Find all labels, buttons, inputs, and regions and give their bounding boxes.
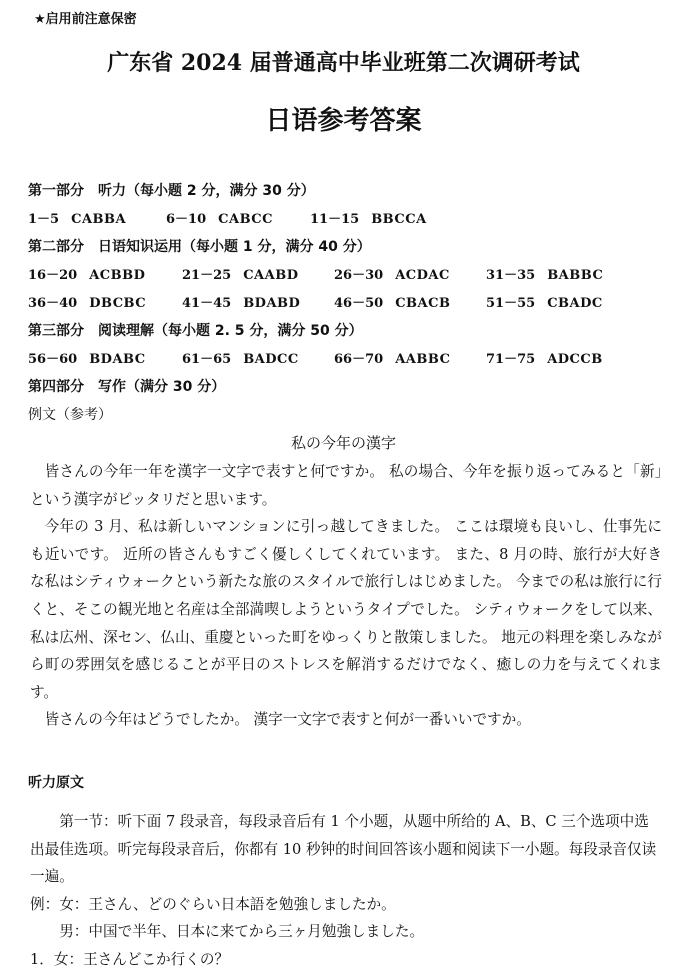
part2-heading: 第二部分 日语知识运用（每小题 1 分，满分 40 分） [28, 239, 371, 255]
sample-label: 例文（参考） [28, 407, 112, 423]
question-1-line: 1．女：王さんどこか行くの？ [30, 950, 230, 968]
answer-letters: BADCC [243, 352, 299, 367]
answer-letters: CABBA [71, 212, 127, 227]
answer-group [28, 292, 146, 311]
answer-range: 1－5 [28, 212, 60, 227]
essay-paragraph: 皆さんの今年はどうでしたか。 漢字一文字で表すと何が一番いいですか。 [44, 711, 531, 729]
exam-title: 广东省 2024 届普通高中毕业班第二次调研考试 [107, 50, 580, 76]
answer-letters: BABBC [547, 268, 604, 283]
answer-letters: CBADC [547, 296, 603, 311]
answer-range: 26－30 [334, 268, 384, 283]
answer-range: 11－15 [310, 212, 360, 227]
listening-transcript [30, 808, 662, 974]
answer-group [334, 292, 450, 311]
answer-group [182, 348, 299, 367]
essay-title: 私の今年の漢字 [290, 434, 396, 452]
answer-group [166, 208, 273, 227]
answer-range: 36－40 [28, 296, 78, 311]
answer-letters: AABBC [395, 352, 451, 367]
essay-body [30, 458, 662, 734]
answer-letters: ACBBD [89, 268, 146, 283]
answer-group [28, 348, 146, 367]
answer-range: 41－45 [182, 296, 232, 311]
part4-heading: 第四部分 写作（满分 30 分） [28, 379, 226, 395]
answer-group [486, 264, 603, 283]
example-female-line: 例：女：王さん、どのぐらい日本語を勉強しましたか。 [30, 895, 396, 913]
listening-heading: 听力原文 [28, 775, 84, 791]
answer-letters: ACDAC [395, 268, 450, 283]
confidential-notice: ★启用前注意保密 [34, 12, 137, 27]
part1-heading: 第一部分 听力（每小题 2 分，满分 30 分） [28, 183, 315, 199]
answer-letters: CAABD [243, 268, 299, 283]
answer-letters: BBCCA [371, 212, 427, 227]
answer-letters: BDABC [89, 352, 146, 367]
example-male-line: 男：中国で半年、日本に来てから三ヶ月勉強しました。 [59, 923, 425, 941]
answer-range: 6－10 [166, 212, 207, 227]
answer-range: 16－20 [28, 268, 78, 283]
answer-range: 66－70 [334, 352, 384, 367]
answer-letters: ADCCB [547, 352, 603, 367]
answer-group [28, 208, 126, 227]
answer-letters: BDABD [243, 296, 301, 311]
answer-letters: CABCC [218, 212, 273, 227]
answer-group [486, 292, 603, 311]
answer-group [310, 208, 427, 227]
answer-group [334, 264, 450, 283]
answer-group [28, 264, 145, 283]
subject-title: 日语参考答案 [265, 106, 422, 136]
answer-range: 21－25 [182, 268, 232, 283]
answer-group [182, 264, 298, 283]
answer-range: 56－60 [28, 352, 78, 367]
answer-letters: DBCBC [89, 296, 147, 311]
answer-letters: CBACB [395, 296, 451, 311]
answer-group [486, 348, 603, 367]
essay-paragraph: 今年の 3 月、私は新しいマンションに引っ越してきました。 ここは環境も良いし、仕事先にも近いです。 近所の皆さんもすごく優しくしてくれています。 また、8 月の時、旅行が大好きな私はシティウォークという新たな旅のスタイルで旅行しはじめました。 今までの私は旅行に行くと、そこの観光地と名産は全部満喫しようというタイプでした。 シティウォークをして以来、私は広州、深セン、仏山、重慶といった町をゆっくりと散策しました。 地元の料理を楽しみながら町の雰囲気を感じることが平日のストレスを解消するだけでなく、癒しの力を与えてくれます。 [30, 518, 662, 701]
answer-range: 51－55 [486, 296, 536, 311]
answer-group [334, 348, 450, 367]
answer-group [182, 292, 300, 311]
answer-range: 31－35 [486, 268, 536, 283]
answer-range: 71－75 [486, 352, 536, 367]
answer-range: 46－50 [334, 296, 384, 311]
listening-instruction: 第一节：听下面 7 段录音，每段录音后有 1 个小题，从题中所给的 A、B、C 三个选项中选出最佳选项。听完每段录音后，你都有 10 秒钟的时间回答该小题和阅读下一小题。每段录音仅读一遍。 [30, 813, 657, 886]
answer-range: 61－65 [182, 352, 232, 367]
part3-heading: 第三部分 阅读理解（每小题 2. 5 分，满分 50 分） [28, 323, 363, 339]
essay-paragraph: 皆さんの今年一年を漢字一文字で表すと何ですか。 私の場合、今年を振り返ってみると「新」という漢字がピッタリだと思います。 [30, 463, 662, 508]
